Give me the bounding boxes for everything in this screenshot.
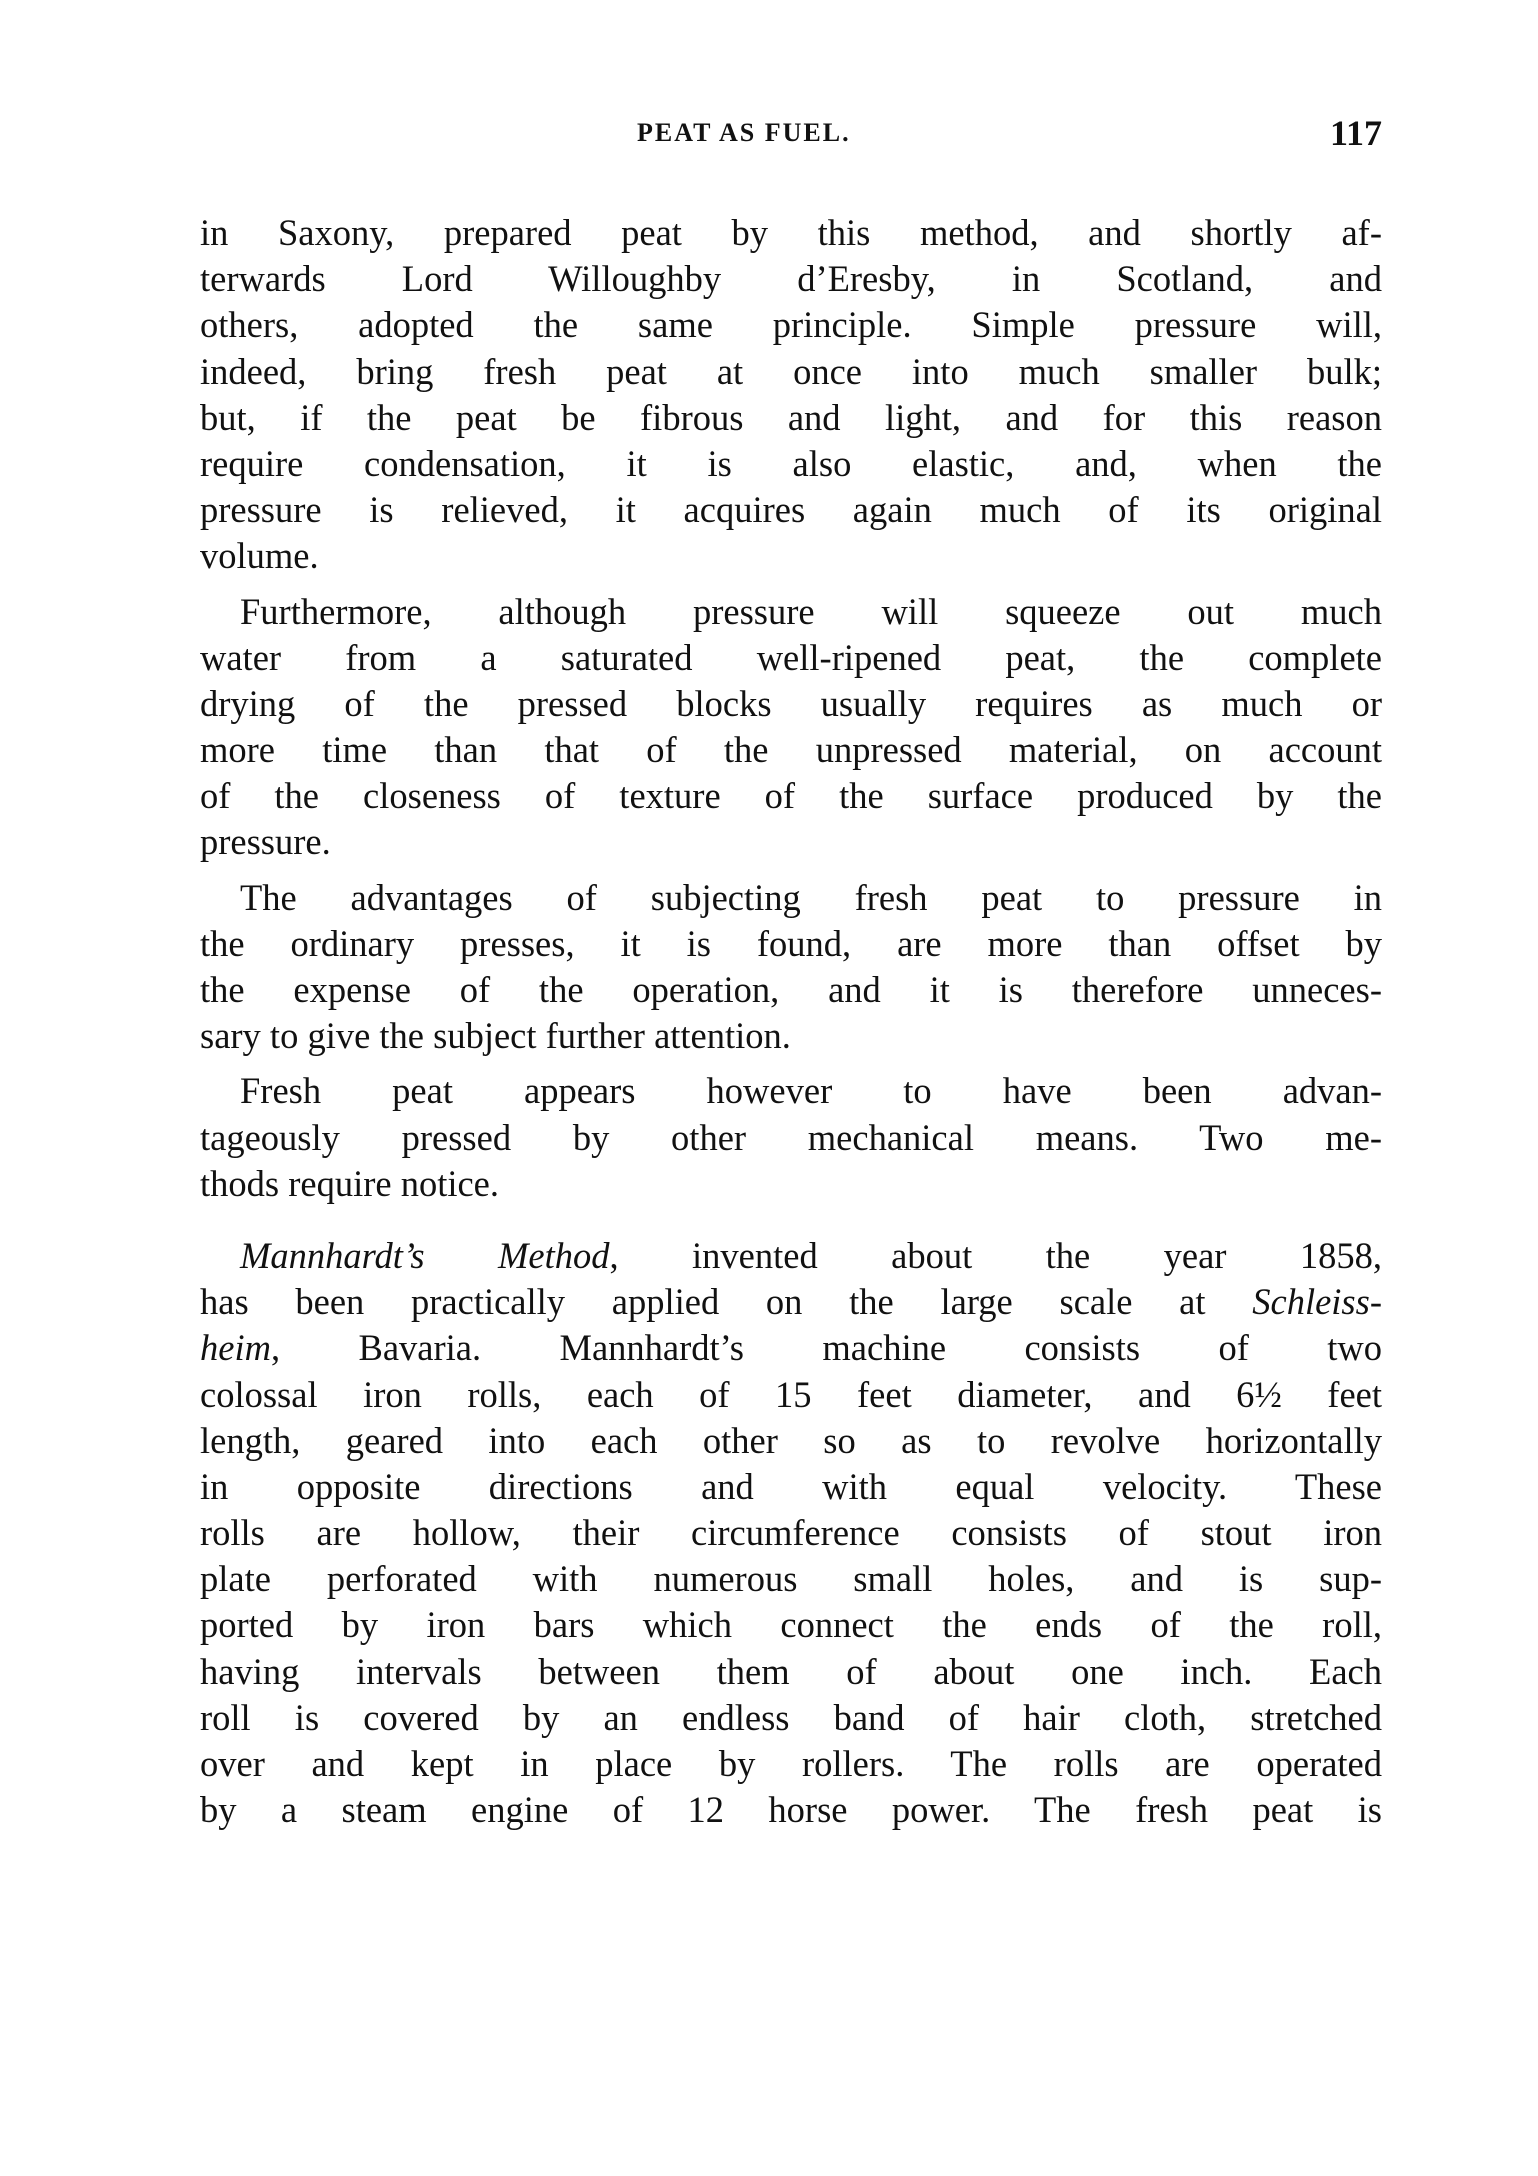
- text-line: the ordinary presses, it is found, are more than offset by: [200, 922, 1382, 964]
- text-line: has been practically applied on the large scale at Schleiss-: [200, 1281, 1382, 1323]
- body-text: [200, 210, 1382, 1833]
- paragraph-4: [200, 1068, 1382, 1207]
- paragraph-2: [200, 589, 1382, 866]
- text-line: in opposite directions and with equal velocity. These: [200, 1465, 1382, 1507]
- text-line: Mannhardt’s Method, invented about the year 1858,: [240, 1234, 1382, 1276]
- text-line: over and kept in place by rollers. The rolls are operated: [200, 1743, 1382, 1784]
- text-line: heim, Bavaria. Mannhardt’s machine consists of two: [200, 1327, 1382, 1369]
- text-line: ported by iron bars which connect the ends of the roll,: [200, 1604, 1382, 1646]
- page-number: 117: [1329, 113, 1382, 153]
- text-line: terwards Lord Willoughby d’Eresby, in Scotland, and: [200, 258, 1382, 300]
- text-line: pressure is relieved, it acquires again much of its original: [200, 489, 1382, 531]
- paragraph-3: [200, 875, 1382, 1060]
- text-line: roll is covered by an endless band of hair cloth, stretched: [200, 1696, 1382, 1738]
- text-line: colossal iron rolls, each of 15 feet diameter, and 6½ feet: [200, 1373, 1382, 1415]
- text-line: The advantages of subjecting fresh peat to pressure in: [240, 876, 1382, 918]
- section-heading-italic: Mannhardt’s Method: [240, 1234, 610, 1276]
- text-line: sary to give the subject further attention.: [200, 1015, 791, 1057]
- text-line: indeed, bring fresh peat at once into much smaller bulk;: [200, 350, 1382, 392]
- text-line: Furthermore, although pressure will squeeze out much: [240, 590, 1382, 632]
- running-head: [200, 113, 1382, 158]
- text-line: plate perforated with numerous small holes, and is sup-: [200, 1558, 1382, 1600]
- text-line: length, geared into each other so as to revolve horizontally: [200, 1419, 1382, 1461]
- text-line: require condensation, it is also elastic, and, when the: [200, 442, 1382, 484]
- text-line: pressure.: [200, 821, 331, 863]
- text-line: rolls are hollow, their circumference consists of stout iron: [200, 1512, 1382, 1554]
- text-line: water from a saturated well-ripened peat, the complete: [200, 636, 1382, 678]
- text-line: in Saxony, prepared peat by this method, and shortly af-: [200, 212, 1382, 253]
- text-line: of the closeness of texture of the surface produced by the: [200, 775, 1382, 817]
- place-name-italic: heim: [200, 1327, 271, 1369]
- text-line: thods require notice.: [200, 1162, 500, 1204]
- text-line: more time than that of the unpressed material, on account: [200, 729, 1382, 771]
- paragraph-1: [200, 210, 1382, 580]
- paragraph-5: [200, 1233, 1382, 1833]
- text-line: Fresh peat appears however to have been advan-: [240, 1070, 1382, 1112]
- running-title: PEAT AS FUEL.: [637, 118, 851, 147]
- text-line: by a steam engine of 12 horse power. The fresh peat is: [200, 1789, 1382, 1831]
- text-line: volume.: [200, 535, 319, 577]
- place-name-italic: Schleiss-: [1252, 1281, 1382, 1323]
- fraction-half: ½: [1254, 1373, 1282, 1415]
- text-line: having intervals between them of about one inch. Each: [200, 1650, 1382, 1692]
- text-line: drying of the pressed blocks usually requires as much or: [200, 682, 1382, 724]
- text-line: the expense of the operation, and it is therefore unneces-: [200, 969, 1382, 1010]
- text-line: tageously pressed by other mechanical means. Two me-: [200, 1116, 1382, 1158]
- text-line: but, if the peat be fibrous and light, and for this reason: [200, 396, 1382, 438]
- text-line: others, adopted the same principle. Simple pressure will,: [200, 304, 1382, 346]
